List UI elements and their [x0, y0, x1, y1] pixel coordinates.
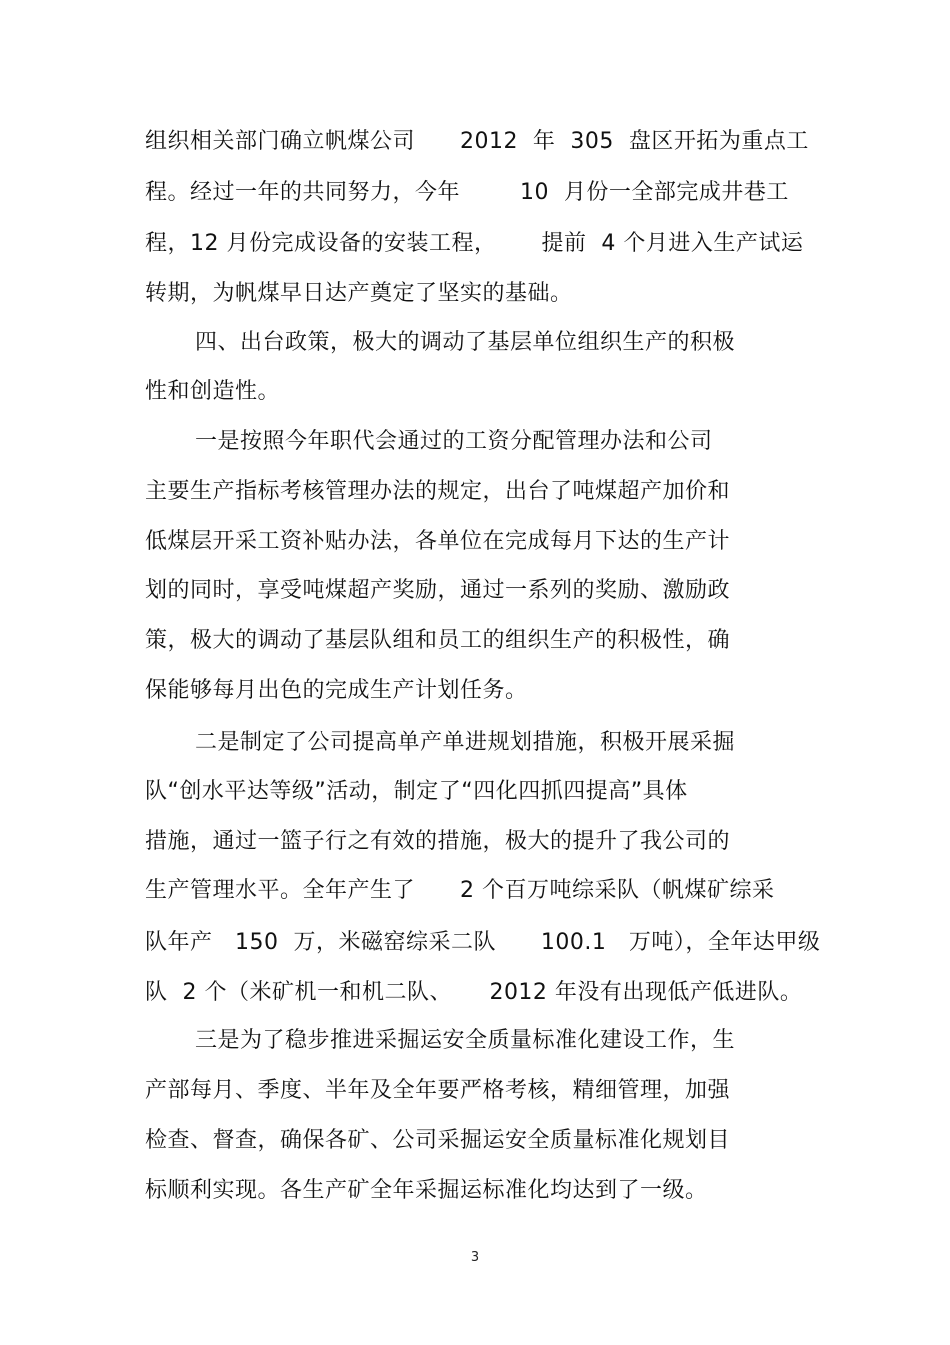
text-line: 检查、督查，确保各矿、公司采掘运安全质量标准化规划目	[145, 1128, 731, 1153]
text-line: 措施，通过一篮子行之有效的措施，极大的提升了我公司的	[145, 829, 731, 854]
text-line: 生产管理水平。全年产生了 2 个百万吨综采队（帆煤矿综采	[145, 878, 775, 903]
text-line: 产部每月、季度、半年及全年要严格考核，精细管理，加强	[145, 1078, 731, 1103]
text-line: 队 2 个（米矿机一和机二队、 2012 年没有出现低产低进队。	[145, 980, 803, 1005]
text-line: 程。经过一年的共同努力，今年 10 月份一全部完成井巷工	[145, 180, 789, 205]
text-line: 组织相关部门确立帆煤公司 2012 年 305 盘区开拓为重点工	[145, 129, 809, 154]
text-line: 转期，为帆煤早日达产奠定了坚实的基础。	[145, 281, 573, 306]
text-line: 低煤层开采工资补贴办法，各单位在完成每月下达的生产计	[145, 529, 731, 554]
paragraph-start: 一是按照今年职代会通过的工资分配管理办法和公司	[195, 429, 713, 454]
text-line: 程，12 月份完成设备的安装工程， 提前 4 个月进入生产试运	[145, 231, 804, 256]
page-number: 3	[470, 1250, 480, 1265]
text-line: 队年产 150 万，米磁窑综采二队 100.1 万吨），全年达甲级	[145, 930, 821, 955]
text-line: 保能够每月出色的完成生产计划任务。	[145, 678, 528, 703]
text-line: 主要生产指标考核管理办法的规定，出台了吨煤超产加价和	[145, 479, 731, 504]
text-line: 划的同时，享受吨煤超产奖励，通过一系列的奖励、激励政	[145, 578, 731, 603]
paragraph-start: 三是为了稳步推进采掘运安全质量标准化建设工作，生	[195, 1028, 736, 1053]
section-heading: 四、出台政策，极大的调动了基层单位组织生产的积极	[195, 330, 736, 355]
text-line: 性和创造性。	[145, 379, 281, 404]
text-line: 策，极大的调动了基层队组和员工的组织生产的积极性，确	[145, 628, 731, 653]
paragraph-start: 二是制定了公司提高单产单进规划措施，积极开展采掘	[195, 730, 736, 755]
text-line: 队“创水平达等级”活动，制定了“四化四抓四提高”具体	[145, 779, 688, 804]
text-line: 标顺利实现。各生产矿全年采掘运标准化均达到了一级。	[145, 1178, 708, 1203]
